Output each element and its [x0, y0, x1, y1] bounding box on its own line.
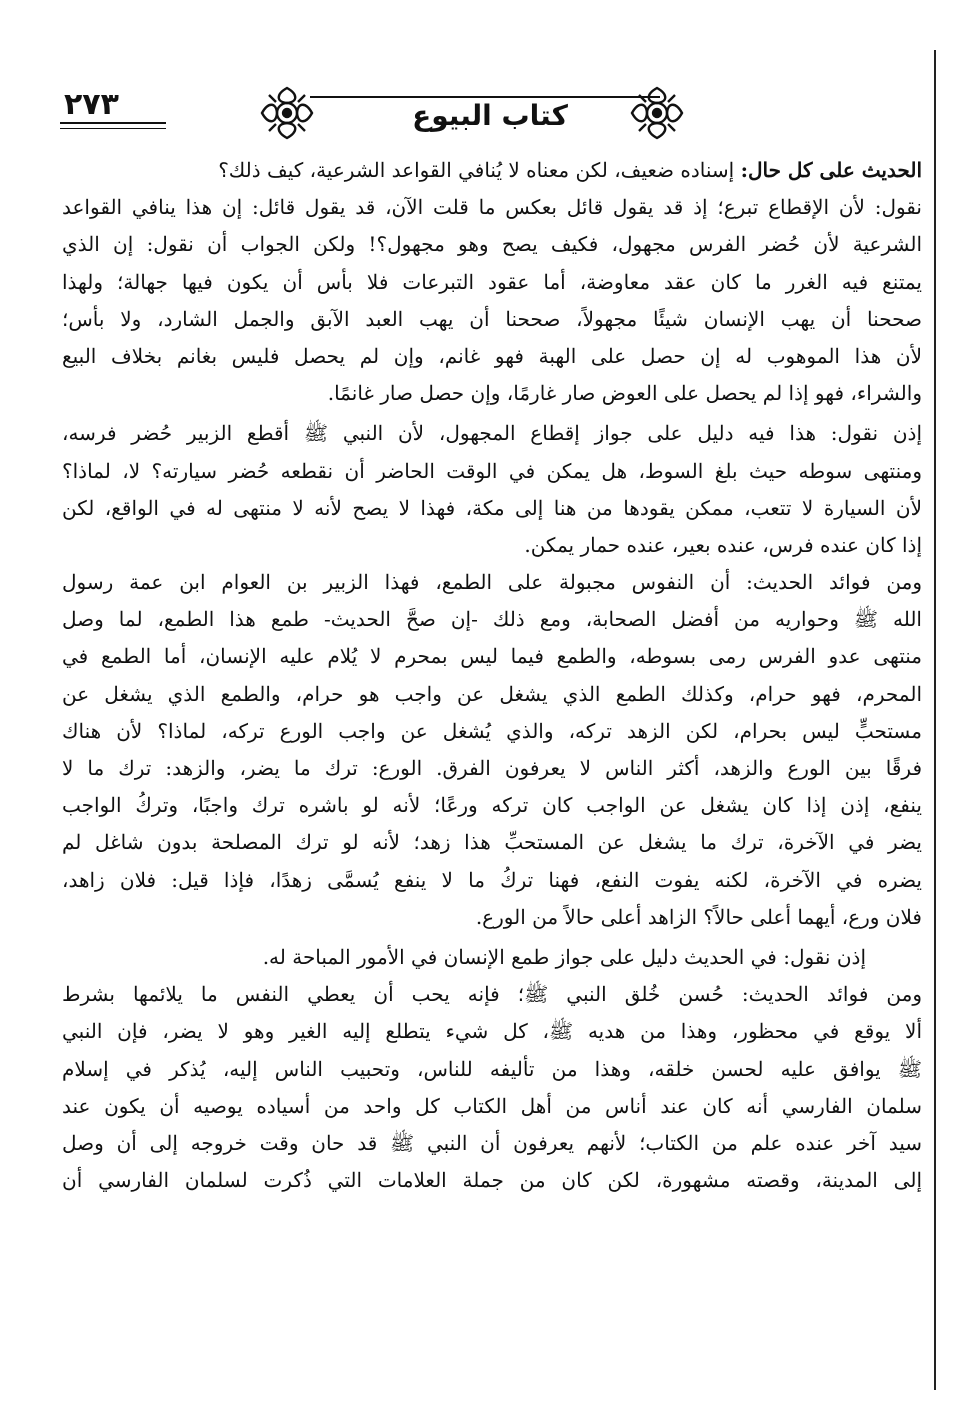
text-line: ومنتهى سوطه حيث بلغ السوط، هل يمكن في الوقت الحاضر أن نقطعه حُضر سيارته؟ لا، لماذا؟ [62, 458, 922, 483]
text-line: الشرعية لأن حُضر الفرس مجهول، فكيف يصح وهو مجهول؟! ولكن الجواب أن نقول: إن الذي [62, 232, 922, 257]
line-lead: الحديث على كل حال: [740, 158, 922, 182]
body-text [62, 152, 922, 1199]
text-line: إلى المدينة، وقصته مشهورة، لكن كان من جملة العلامات التي ذُكرت لسلمان الفارسي أن [62, 1168, 922, 1193]
margin-rule [934, 50, 936, 1390]
ornament-left-icon [258, 84, 316, 142]
text-line: الله ﷺ وحواريه من أفضل الصحابة، ومع ذلك -إن صحَّ الحديث- طمع هذا الطمع، لما وصل [62, 607, 922, 632]
text-line: ﷺ يوافق عليه لحسن خلقه، وهذا من تأليفه للناس، وتحبيب الناس إليه، يُذكر في إسلام [62, 1056, 922, 1081]
text-line: نقول: لأن الإقطاع تبرع؛ إذ قد يقول قائل بعكس ما قلت الآن، قد يقول قائل: إن هذا ينافي القواعد [62, 195, 922, 220]
text-line: مستحبٍّ ليس بحرام، لكن الزهد تركه، والذي يُشغل عن واجب الورع تركه، لماذا؟ لأن هناك [62, 718, 922, 743]
text-line: المحرم، فهو حرام، وكذلك الطمع الذي يشغل عن واجب هو حرام، والطمع الذي يشغل عن [62, 681, 922, 706]
page-number-underline [60, 122, 166, 129]
text-line: فلان ورع، أيهما أعلى حالاً؟ الزاهد أعلى حالاً من الورع. [475, 904, 922, 929]
page-number: ٢٧٣ [64, 87, 119, 122]
text-line: سيد آخر عنده علم من الكتاب؛ لأنهم يعرفون أن النبي ﷺ قد حان وقت خروجه إلى أن وصل [62, 1130, 922, 1155]
line-text: إسناده ضعيف، لكن معناه لا يُنافي القواعد الشرعية، كيف ذلك؟ [218, 158, 741, 182]
text-line: صححنا أن يهب الإنسان شيئًا مجهولاً، صححنا أن يهب العبد الآبق والجمل الشارد، ولا بأس؛ [62, 306, 922, 331]
text-line: ومن فوائد الحديث: أن النفوس مجبولة على الطمع، فهذا الزبير بن العوام ابن عمة رسول [62, 570, 922, 595]
text-line: إذن نقول: هذا فيه دليل على جواز إقطاع المجهول، لأن النبي ﷺ أقطع الزبير حُضر فرسه، [62, 421, 922, 446]
text-line: والشراء، فهو إذا لم يحصل على العوض صار غارمًا، وإن حصل صار غانمًا. [327, 381, 922, 406]
text-line: سلمان الفارسي أنه كان عند أناس من أهل الكتاب كل واحد من أسياده يوصيه أن يكون عند [62, 1093, 922, 1118]
text-line: ينفع، إذن إذا كان يشغل عن الواجب كان تركه ورعًا؛ لأنه لو باشره ترك واجبًا، وتركُ الواجب [62, 793, 922, 818]
page-header [60, 84, 920, 144]
text-line: إذن نقول: في الحديث دليل على جواز طمع الإنسان في الأمور المباحة له. [262, 944, 866, 969]
text-line: ومن فوائد الحديث: حُسن خُلق النبي ﷺ؛ فإنه يحب أن يعطي النفس ما يلائمها بشرط [62, 982, 922, 1007]
text-line: يمتنع فيه الغرر ما كان عقد معاوضة، أما عقود التبرعات فلا بأس أن يكون فيها جهالة؛ ولهذا [62, 269, 922, 294]
text-line: منتهى عدو الفرس رمى بسوطه، والطمع فيما ليس بمحرم لا يُلام عليه الإنسان، أما الطمع في [62, 644, 922, 669]
running-title: كتاب البيوع [412, 99, 568, 132]
text-line [62, 152, 922, 189]
text-line: ألا يوقع في محظور، وهذا من هديه ﷺ، كل شيء يتطلع إليه الغير وهو لا يضر، فإن النبي [62, 1019, 922, 1044]
text-line: يضر في الآخرة، ترك ما يشغل عن المستحبِّ هذا زهد؛ لأنه لو ترك المصلحة بدون شاغل لم [62, 830, 922, 855]
text-line: لأن السيارة لا تتعب، ممكن يقودها من هنا إلى مكة، فهذا لا يصح لأنه لا منتهى له في الواقع، لكن [62, 495, 922, 520]
ornament-right-icon [628, 84, 686, 142]
text-line: لأن هذا الموهوب له إن حصل على الهبة فهو غانم، وإن لم يحصل فليس بغانم بخلاف البيع [62, 343, 922, 368]
text-line: إذا كان عنده فرس، عنده بعير، عنده حمار يمكن. [524, 532, 922, 557]
text-line: يضره في الآخرة، لكنه يفوت النفع، فهنا تركُ ما لا ينفع يُسمَّى زهدًا، فإذا قيل: فلان زاهد، [62, 867, 922, 892]
text-line: فرقًا بين الورع والزهد، أكثر الناس لا يعرفون الفرق. الورع: ترك ما يضر، والزهد: ترك ما لا [62, 756, 922, 780]
